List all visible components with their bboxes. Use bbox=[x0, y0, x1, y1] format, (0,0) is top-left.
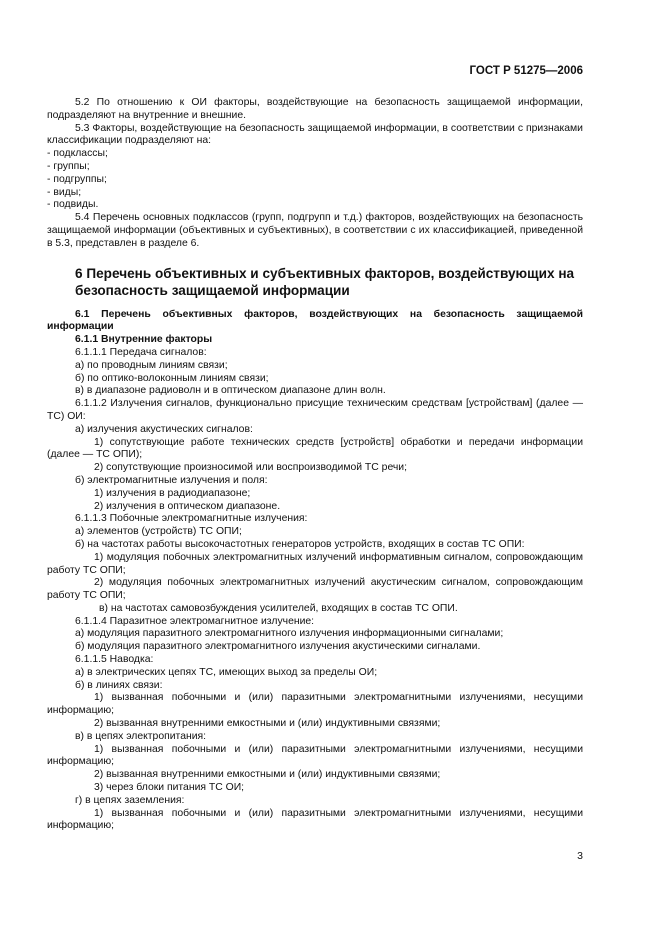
list-item: 6.1.1.5 Наводка: bbox=[75, 654, 154, 666]
list-item: б) по оптико-волоконным линиям связи; bbox=[75, 372, 269, 384]
list-item: б) электромагнитные излучения и поля: bbox=[75, 474, 268, 486]
paragraph: 6.1.1.2 Излучения сигналов, функционально присущие техническим средствам [устройствам] (далее — ТС) ОИ: bbox=[47, 398, 583, 422]
list-item: - подвиды. bbox=[47, 199, 99, 211]
list-item: - группы; bbox=[47, 160, 90, 172]
list-item: 2) вызванная внутренними емкостными и (или) индуктивными связями; bbox=[94, 769, 441, 781]
list-item: а) по проводным линиям связи; bbox=[75, 359, 228, 371]
list-item: 6.1.1.3 Побочные электромагнитные излучения: bbox=[75, 513, 308, 525]
list-item: 1) сопутствующие работе технических средств [устройств] обработки и передачи информации (далее — ТС ОПИ); bbox=[47, 436, 583, 461]
list-item: 1) модуляция побочных электромагнитных излучений информативным сигналом, сопровождающим работу ТС ОПИ; bbox=[47, 551, 583, 576]
page-number: 3 bbox=[577, 850, 583, 862]
document-body bbox=[47, 97, 583, 833]
list-item: б) модуляция паразитного электромагнитного излучения акустическими сигналами. bbox=[75, 641, 481, 653]
paragraph: 5.2 По отношению к ОИ факторы, воздействующие на безопасность защищаемой информации, подразделяют на внутренние и внешние. bbox=[47, 97, 583, 121]
list-item: - подгруппы; bbox=[47, 173, 107, 185]
list-item: а) модуляция паразитного электромагнитного излучения информационными сигналами; bbox=[75, 628, 504, 640]
subsection-heading: 6.1 Перечень объективных факторов, воздействующих на безопасность защищаемой информации bbox=[47, 308, 583, 333]
list-item: 1) вызванная побочными и (или) паразитными электромагнитными излучениями, несущими информацию; bbox=[47, 692, 583, 717]
list-item: 3) через блоки питания ТС ОИ; bbox=[94, 782, 245, 794]
list-item: а) в электрических цепях ТС, имеющих выход за пределы ОИ; bbox=[75, 666, 378, 678]
list-item: 1) излучения в радиодиапазоне; bbox=[94, 487, 251, 499]
paragraph: 5.4 Перечень основных подклассов (групп, подгрупп и т.д.) факторов, воздействующих на безопасность защищаемой информации (объективных и субъективных), в соответствии с их классификацией, приведенной в 5.3, представлен в разделе 6. bbox=[47, 212, 583, 249]
paragraph: 5.3 Факторы, воздействующие на безопасность защищаемой информации, в соответствии с признаками классификации подразделяют на: bbox=[47, 122, 583, 147]
list-item: б) в линиях связи: bbox=[75, 679, 163, 691]
list-item: - подклассы; bbox=[47, 148, 108, 160]
section-heading: 6 Перечень объективных и субъективных факторов, воздействующих на безопасность защищаемой информации bbox=[75, 265, 575, 298]
list-item: 6.1.1.4 Паразитное электромагнитное излучение: bbox=[75, 615, 315, 627]
list-item: 6.1.1.1 Передача сигналов: bbox=[75, 346, 207, 358]
list-item: 1) вызванная побочными и (или) паразитными электромагнитными излучениями, несущими информацию; bbox=[47, 807, 583, 832]
list-item: 2) модуляция побочных электромагнитных излучений акустическим сигналом, сопровождающим работу ТС ОПИ; bbox=[47, 577, 583, 602]
document-code-header: ГОСТ Р 51275—2006 bbox=[469, 65, 583, 77]
list-item: в) в диапазоне радиоволн и в оптическом диапазоне длин волн. bbox=[75, 385, 386, 397]
list-item: в) на частотах самовозбуждения усилителей, входящих в состав ТС ОПИ. bbox=[99, 602, 458, 614]
list-item: а) элементов (устройств) ТС ОПИ; bbox=[75, 526, 242, 538]
list-item: в) в цепях электропитания: bbox=[75, 730, 207, 742]
list-item: а) излучения акустических сигналов: bbox=[75, 423, 253, 435]
list-item: - виды; bbox=[47, 186, 82, 198]
list-item: б) на частотах работы высокочастотных генераторов устройств, входящих в состав ТС ОПИ: bbox=[75, 538, 525, 550]
list-item: 1) вызванная побочными и (или) паразитными электромагнитными излучениями, несущими информацию; bbox=[47, 743, 583, 768]
list-item: 2) вызванная внутренними емкостными и (или) индуктивными связями; bbox=[94, 718, 441, 730]
list-item: г) в цепях заземления: bbox=[75, 794, 185, 806]
list-item: 2) излучения в оптическом диапазоне. bbox=[94, 500, 281, 512]
list-item: 2) сопутствующие произносимой или воспроизводимой ТС речи; bbox=[94, 462, 407, 474]
subsubsection-heading: 6.1.1 Внутренние факторы bbox=[75, 334, 213, 346]
